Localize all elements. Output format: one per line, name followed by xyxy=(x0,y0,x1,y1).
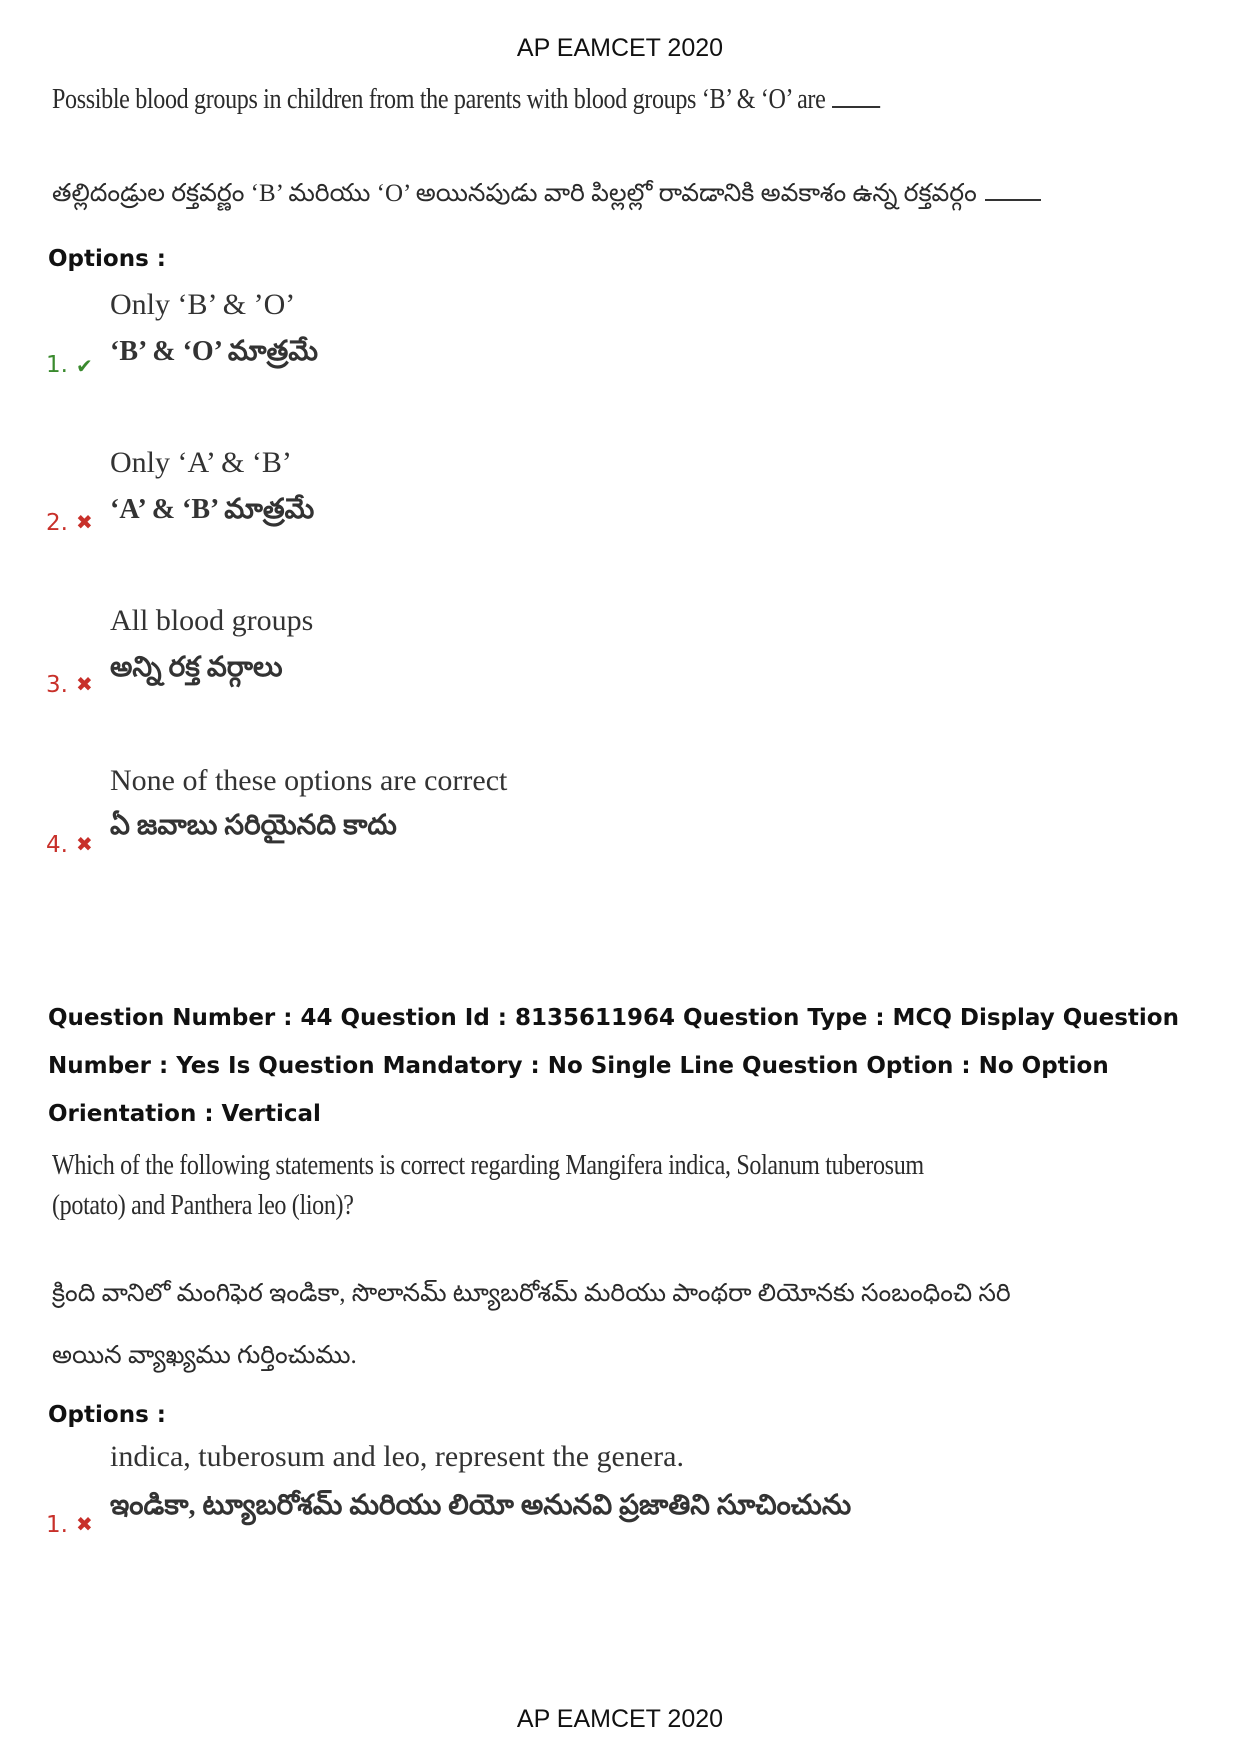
cross-icon: ✖ xyxy=(76,832,93,856)
q44-text-english-line-2: (potato) and Panthera leo (lion)? xyxy=(52,1190,354,1221)
option-text-telugu: ఇండికా, ట్యూబరోశమ్ మరియు లియో అనునవి ప్రజాతిని సూచించును xyxy=(110,1490,852,1521)
option-number: 4. xyxy=(46,832,68,858)
q44-options-label: Options : xyxy=(48,1402,166,1428)
q43-text-english: Possible blood groups in children from the parents with blood groups ‘B’ & ‘O’ are xyxy=(52,84,880,116)
option-number: 1. xyxy=(46,352,68,378)
option-text-english: All blood groups xyxy=(110,604,314,637)
check-icon: ✔ xyxy=(76,354,93,378)
option-text-english: Only ‘A’ & ‘B’ xyxy=(110,446,292,479)
option-text-english: Only ‘B’ & ’O’ xyxy=(110,288,296,321)
q44-text-english-line-1: Which of the following statements is correct regarding Mangifera indica, Solanum tuberosum xyxy=(52,1150,924,1181)
option-number: 1. xyxy=(46,1512,68,1538)
cross-icon: ✖ xyxy=(76,510,93,534)
blank-line xyxy=(832,106,880,108)
page-footer: AP EAMCET 2020 xyxy=(516,1705,724,1733)
option-text-telugu: ‘B’ & ‘O’ మాత్రమే xyxy=(110,336,318,367)
option-number: 3. xyxy=(46,672,68,698)
cross-icon: ✖ xyxy=(76,1512,93,1536)
blank-line xyxy=(985,199,1041,201)
option-text-english: None of these options are correct xyxy=(110,764,508,797)
cross-icon: ✖ xyxy=(76,672,93,696)
q44-text-telugu-line-2: అయిన వ్యాఖ్యము గుర్తించుము. xyxy=(52,1342,357,1369)
option-text-telugu: ‘A’ & ‘B’ మాత్రమే xyxy=(110,494,315,525)
option-text-telugu: ఏ జవాబు సరియైనది కాదు xyxy=(110,810,397,841)
option-text-english: indica, tuberosum and leo, represent the genera. xyxy=(110,1440,684,1473)
option-number: 2. xyxy=(46,510,68,536)
q44-metadata: Question Number : 44 Question Id : 8135611964 Question Type : MCQ Display Question Number : Yes Is Question Mandatory : No Single Line Question Option : No Option Orientation : Vertical xyxy=(48,1005,1179,1127)
q44-text-telugu-line-1: క్రింది వానిలో మంగిఫెర ఇండికా, సొలానమ్ ట్యూబరోశమ్ మరియు పాంథరా లియోనకు సంబంధించి సరి xyxy=(52,1280,1011,1307)
option-text-telugu: అన్ని రక్త వర్గాలు xyxy=(110,652,283,683)
q43-options-label: Options : xyxy=(48,246,166,272)
q43-text-telugu: తల్లిదండ్రుల రక్తవర్ణం ‘B’ మరియు ‘O’ అయినపుడు వారి పిల్లల్లో రావడానికి అవకాశం ఉన్న రక్తవర్గం xyxy=(52,180,1041,214)
page-header: AP EAMCET 2020 xyxy=(516,34,724,62)
